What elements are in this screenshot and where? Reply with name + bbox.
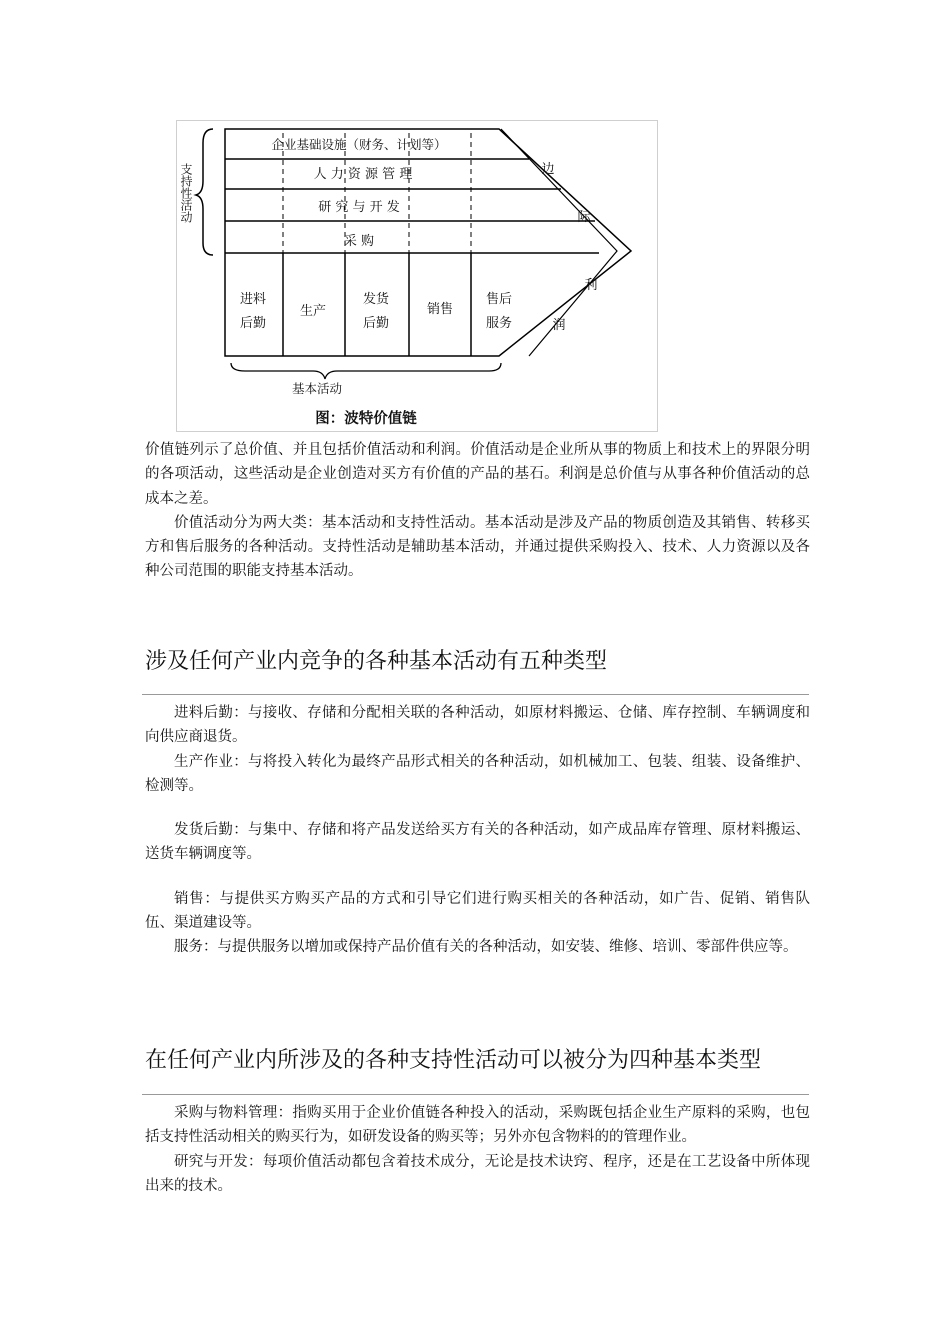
primary-outbound-1: 发货 xyxy=(362,292,390,307)
intro-text xyxy=(145,438,810,584)
primary-paragraph-outbound: 发货后勤：与集中、存储和将产品发送给买方有关的各种活动，如产成品库存管理、原材料搬运、送货车辆调度等。 xyxy=(145,822,810,863)
section-heading-primary: 涉及任何产业内竞争的各种基本活动有五种类型 xyxy=(145,649,608,674)
primary-bracket xyxy=(231,363,501,379)
primary-paragraph-operations: 生产作业：与将投入转化为最终产品形式相关的各种活动，如机械加工、包装、组装、设备维护、检测等。 xyxy=(145,753,810,794)
support-bracket xyxy=(196,129,213,255)
section-divider xyxy=(142,1094,809,1095)
margin-char-4: 润 xyxy=(552,318,566,333)
primary-sales: 销售 xyxy=(426,302,454,317)
section-heading-support: 在任何产业内所涉及的各种支持性活动可以被分为四种基本类型 xyxy=(145,1048,762,1073)
margin-char-2: 际 xyxy=(577,210,591,225)
section-divider xyxy=(142,694,809,695)
value-chain-figure xyxy=(176,120,658,432)
figure-caption: 图：波特价值链 xyxy=(315,411,417,427)
support-row-hr: 人 力 资 源 管 理 xyxy=(313,167,413,182)
primary-inbound-2: 后勤 xyxy=(239,316,267,331)
section-primary-text xyxy=(145,701,810,960)
primary-paragraph-inbound: 进料后勤：与接收、存储和分配相关联的各种活动，如原材料搬运、仓储、库存控制、车辆调度和向供应商退货。 xyxy=(145,705,810,746)
support-row-procurement: 采 购 xyxy=(343,234,375,249)
value-chain-diagram xyxy=(177,121,659,433)
primary-outbound-2: 后勤 xyxy=(362,316,390,331)
intro-paragraph-1: 价值链列示了总价值、并且包括价值活动和利润。价值活动是企业所从事的物质上和技术上的界限分明的各项活动，这些活动是企业创造对买方有价值的产品的基石。利润是总价值与从事各种价值活动的总成本之差。 xyxy=(145,442,810,507)
section-support-text xyxy=(145,1101,810,1198)
primary-inbound-1: 进料 xyxy=(239,292,267,307)
support-paragraph-rd: 研究与开发：每项价值活动都包含着技术成分，无论是技术诀窍、程序，还是在工艺设备中所体现出来的技术。 xyxy=(145,1153,810,1194)
support-paragraph-procurement: 采购与物料管理：指购买用于企业价值链各种投入的活动，采购既包括企业生产原料的采购，也包括支持性活动相关的购买行为，如研发设备的购买等；另外亦包含物料的的管理作业。 xyxy=(145,1105,810,1146)
primary-operations: 生产 xyxy=(299,304,327,319)
support-row-rd: 研 究 与 开 发 xyxy=(318,200,400,215)
chain-outline xyxy=(225,129,631,356)
primary-bracket-label: 基本活动 xyxy=(291,381,343,396)
margin-char-3: 利 xyxy=(584,278,598,293)
support-row-infrastructure: 企业基础设施（财务、计划等） xyxy=(271,137,447,152)
intro-paragraph-2: 价值活动分为两大类：基本活动和支持性活动。基本活动是涉及产品的物质创造及其销售、转移买方和售后服务的各种活动。支持性活动是辅助基本活动，并通过提供采购投入、技术、人力资源以及各种公司范围的职能支持基本活动。 xyxy=(145,514,810,580)
primary-service-2: 服务 xyxy=(485,316,513,331)
margin-char-1: 边 xyxy=(541,162,555,177)
primary-paragraph-sales: 销售：与提供买方购买产品的方式和引导它们进行购买相关的各种活动，如广告、促销、销售队伍、渠道建设等。 xyxy=(145,890,810,932)
primary-service-1: 售后 xyxy=(485,292,513,307)
support-bracket-label: 支持性活动 xyxy=(179,163,193,223)
primary-paragraph-service: 服务：与提供服务以增加或保持产品价值有关的各种活动，如安装、维修、培训、零部件供应等。 xyxy=(174,939,798,956)
